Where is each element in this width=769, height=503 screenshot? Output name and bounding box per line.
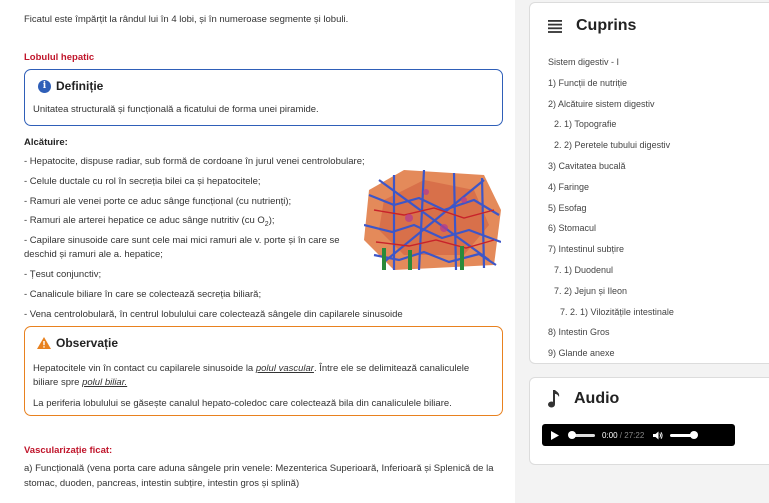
cuprins-header bbox=[548, 17, 636, 35]
observation-title-text: Observație bbox=[56, 336, 119, 350]
observation-paragraph-2: La periferia lobulului se găsește canalul hepato-coledoc care colectează bila din canaliculele biliare. bbox=[33, 398, 452, 409]
toc-item[interactable]: 2. 1) Topografie bbox=[554, 119, 617, 130]
toc-item[interactable]: 8) Intestin Gros bbox=[548, 327, 610, 338]
toc-item[interactable]: 4) Faringe bbox=[548, 181, 590, 192]
list-item bbox=[24, 214, 275, 232]
vascularizatie-line: stomac, duoden, pancreas, intestin subțire, intestin gros și splină) bbox=[24, 478, 300, 489]
definition-text: Unitatea structurală și funcțională a ficatului de forma unei piramide. bbox=[33, 104, 319, 115]
observation-text: . Între ele se delimitează canaliculele biliare spre bbox=[33, 363, 470, 388]
list-item: - Vena centrolobulară, în centrul lobulului care colectează sângele din capilarele sinusoide bbox=[24, 309, 403, 320]
toc-item[interactable]: 3) Cavitatea bucală bbox=[548, 160, 626, 171]
audio-title: Audio bbox=[574, 390, 620, 407]
current-time: 0:00 bbox=[602, 430, 618, 440]
list-item-text: - Ramuri ale arterei hepatice ce aduc sânge nutritiv (cu O bbox=[24, 215, 265, 226]
polul-vascular-link[interactable]: polul vascular bbox=[255, 363, 314, 374]
cuprins-title: Cuprins bbox=[576, 17, 637, 34]
info-icon: i bbox=[38, 80, 51, 93]
definition-title bbox=[38, 79, 103, 93]
vascularizatie-heading: Vascularizație ficat: bbox=[24, 445, 113, 456]
cuprins-card bbox=[529, 2, 769, 364]
toc-item[interactable]: 5) Esofag bbox=[548, 202, 587, 213]
list-item: deschid și ramuri ale a. hepatice; bbox=[24, 249, 163, 260]
table-of-contents bbox=[548, 55, 769, 364]
toc-item[interactable]: 2) Alcătuire sistem digestiv bbox=[548, 98, 655, 109]
intro-text: Ficatul este împărțit la rândul lui în 4 lobi, și în numeroase segmente și lobuli. bbox=[24, 14, 349, 25]
definition-box bbox=[24, 69, 503, 126]
volume-icon[interactable] bbox=[653, 431, 663, 440]
sidebar bbox=[515, 0, 769, 503]
seek-knob[interactable] bbox=[568, 431, 576, 439]
audio-header bbox=[548, 390, 619, 408]
toc-item[interactable]: 9) Glande anexe bbox=[548, 348, 615, 359]
toc-item[interactable]: Sistem digestiv - I bbox=[548, 57, 620, 67]
toc-item[interactable]: 7. 1) Duodenul bbox=[554, 264, 614, 275]
list-item: - Celule ductale cu rol în secreția bilei ca și hepatocitele; bbox=[24, 176, 261, 187]
observation-title bbox=[37, 336, 118, 350]
audio-player[interactable] bbox=[542, 424, 735, 446]
liver-lobule-image bbox=[364, 170, 501, 272]
toc-item[interactable]: 7. 2) Jejun și Ileon bbox=[554, 285, 628, 296]
toc-item[interactable]: 7) Intestinul subțire bbox=[548, 244, 625, 255]
time-separator: / bbox=[617, 430, 625, 440]
audio-card bbox=[529, 377, 769, 465]
list-item-tail: ); bbox=[268, 215, 275, 226]
list-item: - Ramuri ale venei porte ce aduc sânge funcțional (cu nutrienți); bbox=[24, 196, 292, 207]
duration: 27:22 bbox=[624, 430, 645, 440]
definition-title-text: Definiție bbox=[56, 79, 104, 93]
volume-slider[interactable] bbox=[670, 434, 696, 437]
vascularizatie-line: a) Funcțională (vena porta care aduna sângele prin venele: Mezenterica Superioară, Inferioară și Splenică de la bbox=[24, 463, 494, 474]
list-item: - Canalicule biliare în care se colectează secreția biliară; bbox=[24, 289, 262, 300]
toc-item[interactable]: 7. 2. 1) Vilozitățile intestinale bbox=[560, 306, 674, 317]
lobul-heading: Lobulul hepatic bbox=[24, 52, 95, 63]
warning-icon bbox=[37, 337, 51, 349]
o2-subscript: 2 bbox=[264, 220, 269, 228]
toc-item[interactable]: 6) Stomacul bbox=[548, 223, 597, 234]
observation-paragraph-1 bbox=[33, 362, 493, 390]
music-note-icon bbox=[548, 390, 560, 408]
alcatuire-heading: Alcătuire: bbox=[24, 137, 68, 148]
time-display bbox=[602, 431, 644, 440]
toc-item[interactable]: 1) Funcții de nutriție bbox=[548, 77, 628, 88]
polul-biliar-link[interactable]: polul biliar. bbox=[82, 377, 128, 388]
list-item: - Hepatocite, dispuse radiar, sub formă de cordoane în jurul venei centrolobulare; bbox=[24, 156, 365, 167]
volume-knob[interactable] bbox=[690, 431, 698, 439]
observation-text: Hepatocitele vin în contact cu capilarele sinusoide la bbox=[33, 363, 256, 374]
list-icon bbox=[548, 20, 562, 33]
list-item: - Țesut conjunctiv; bbox=[24, 269, 102, 280]
play-icon[interactable] bbox=[551, 431, 559, 440]
toc-item[interactable]: 2. 2) Peretele tubului digestiv bbox=[554, 140, 671, 151]
seek-bar[interactable] bbox=[569, 434, 595, 437]
list-item: - Capilare sinusoide care sunt cele mai mici ramuri ale v. porte și în care se bbox=[24, 235, 340, 246]
observation-box bbox=[24, 326, 503, 416]
